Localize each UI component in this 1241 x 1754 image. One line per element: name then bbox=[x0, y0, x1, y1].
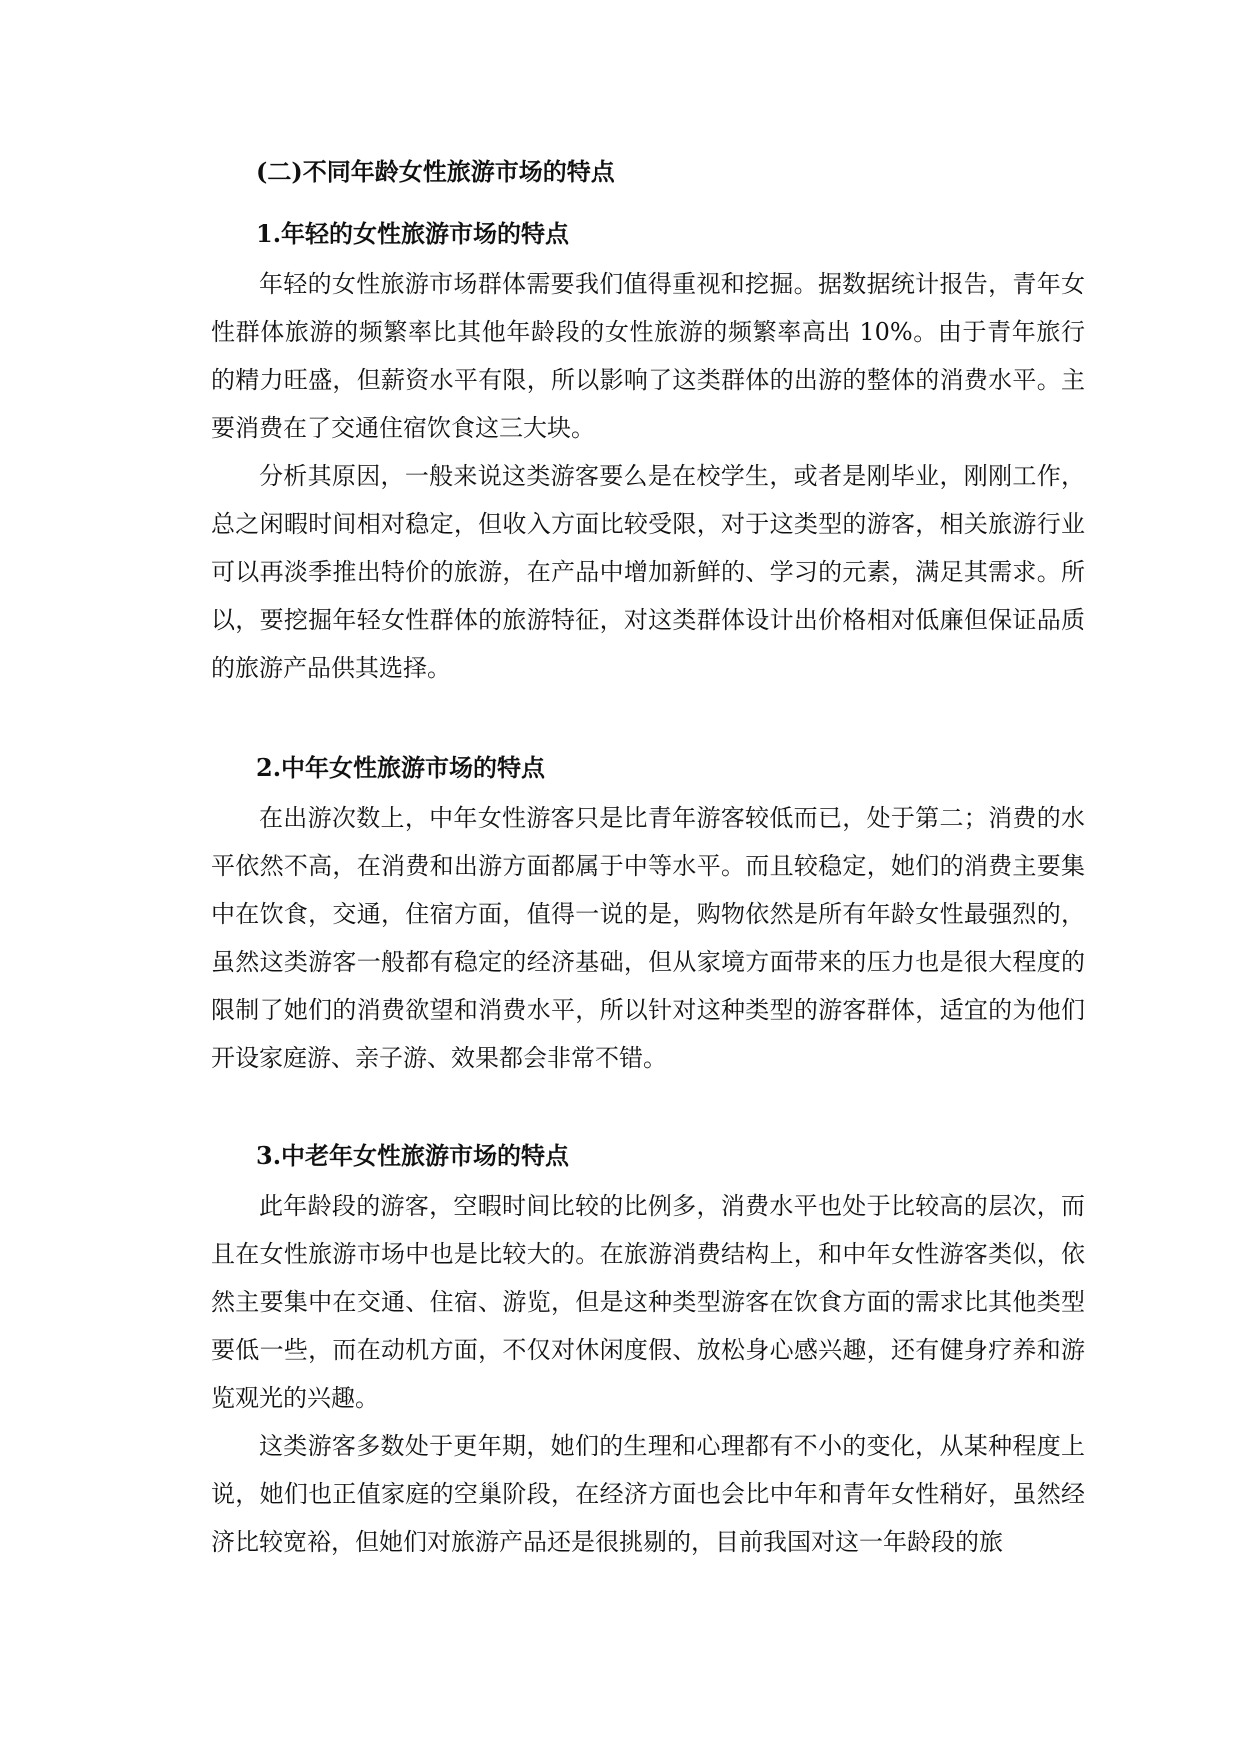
paragraph: 此年龄段的游客，空暇时间比较的比例多，消费水平也处于比较高的层次，而且在女性旅游市场中也是比较大的。在旅游消费结构上，和中年女性游客类似，依然主要集中在交通、住宿、游览，但是这种类型游客在饮食方面的需求比其他类型要低一些，而在动机方面，不仅对休闲度假、放松身心感兴趣，还有健身疗养和游览观光的兴趣。 bbox=[211, 1192, 1085, 1412]
subsection-heading-young: 1.年轻的女性旅游市场的特点 bbox=[256, 219, 570, 248]
paragraph: 年轻的女性旅游市场群体需要我们值得重视和挖掘。据数据统计报告，青年女性群体旅游的频繁率比其他年龄段的女性旅游的频繁率高出 10%。由于青年旅行的精力旺盛，但薪资水平有限，所以影响了这类群体的出游的整体的消费水平。主要消费在了交通住宿饮食这三大块。 bbox=[211, 270, 1085, 442]
paragraph: 分析其原因，一般来说这类游客要么是在校学生，或者是刚毕业，刚刚工作，总之闲暇时间相对稳定，但收入方面比较受限，对于这类型的游客，相关旅游行业可以再淡季推出特价的旅游，在产品中增加新鲜的、学习的元素，满足其需求。所以，要挖掘年轻女性群体的旅游特征，对这类群体设计出价格相对低廉但保证品质的旅游产品供其选择。 bbox=[211, 462, 1085, 682]
subsection-heading-middle-aged: 2.中年女性旅游市场的特点 bbox=[256, 753, 546, 782]
subsection-heading-elderly: 3.中老年女性旅游市场的特点 bbox=[256, 1141, 570, 1170]
section-title: (二)不同年龄女性旅游市场的特点 bbox=[256, 157, 615, 186]
paragraph: 这类游客多数处于更年期，她们的生理和心理都有不小的变化，从某种程度上说，她们也正值家庭的空巢阶段，在经济方面也会比中年和青年女性稍好，虽然经济比较宽裕，但她们对旅游产品还是很挑剔的，目前我国对这一年龄段的旅 bbox=[211, 1432, 1085, 1556]
paragraph: 在出游次数上，中年女性游客只是比青年游客较低而已，处于第二；消费的水平依然不高，在消费和出游方面都属于中等水平。而且较稳定，她们的消费主要集中在饮食，交通，住宿方面，值得一说的是，购物依然是所有年龄女性最强烈的，虽然这类游客一般都有稳定的经济基础，但从家境方面带来的压力也是很大程度的限制了她们的消费欲望和消费水平，所以针对这种类型的游客群体，适宜的为他们开设家庭游、亲子游、效果都会非常不错。 bbox=[211, 804, 1085, 1072]
